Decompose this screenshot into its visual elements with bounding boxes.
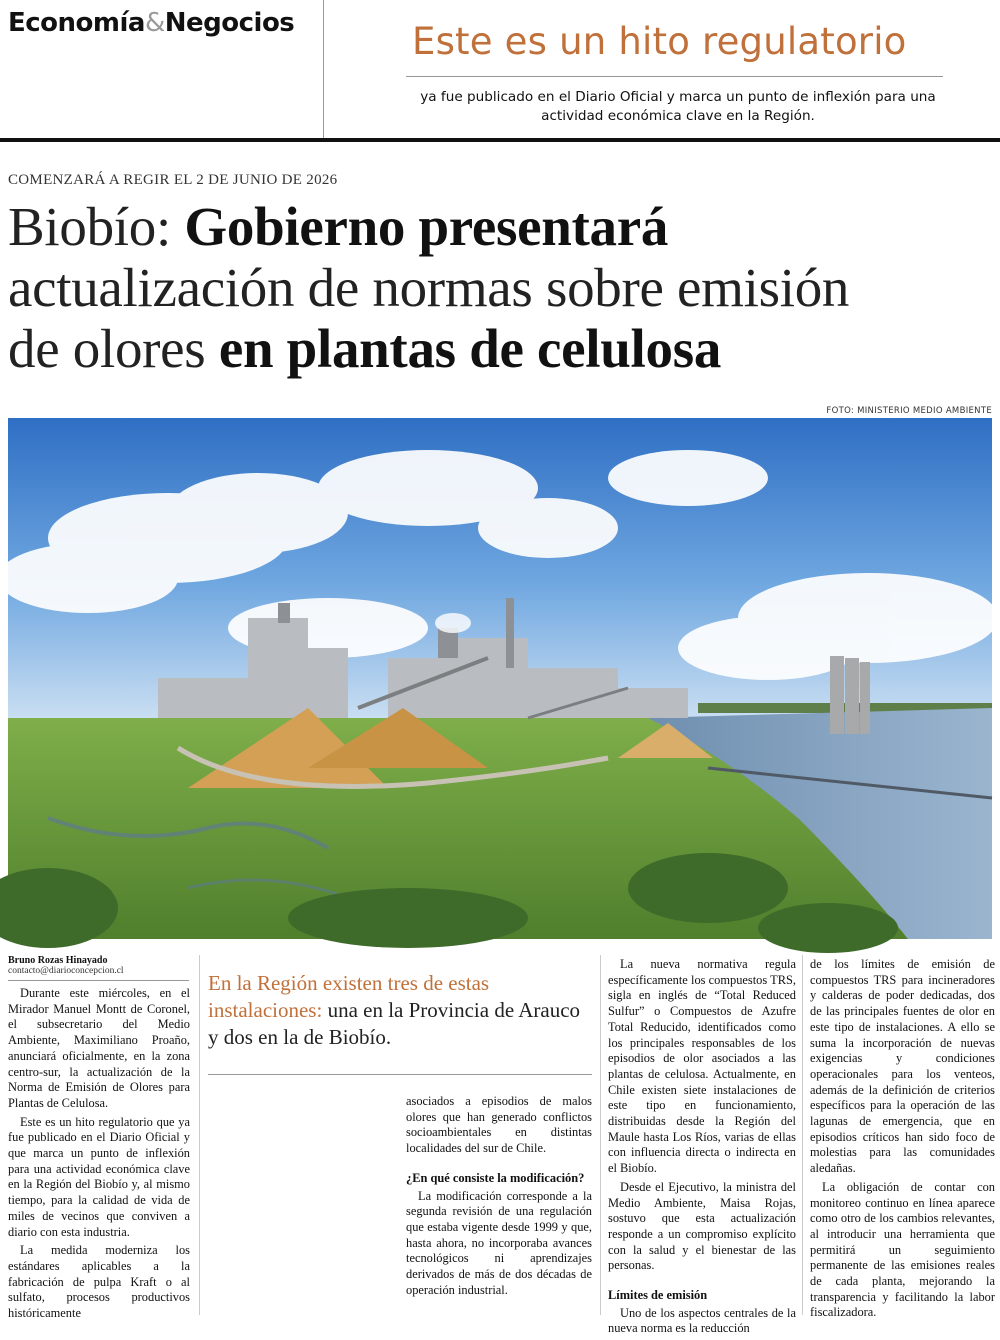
article-photo xyxy=(8,418,992,939)
pulp-mill-illustration xyxy=(8,418,992,939)
article-overline: COMENZARÁ A REGIR EL 2 DE JUNIO DE 2026 xyxy=(8,172,338,188)
pull-quote-divider xyxy=(208,1074,592,1075)
headline-line-2: actualización de normas sobre emisión xyxy=(8,257,850,318)
header-bottom-rule xyxy=(0,138,1000,142)
headline-l3-regular: de olores xyxy=(8,318,219,379)
section-title-part1: Economía xyxy=(8,8,145,38)
headline-line-1 xyxy=(8,196,998,257)
header-vertical-divider xyxy=(323,0,324,138)
article-column-3 xyxy=(406,1094,592,1301)
article-column-4 xyxy=(608,957,796,1340)
body-paragraph: La medida moderniza los estándares aplicables a la fabricación de pulpa Kraft o al sulfato, procesos productivos históricamente xyxy=(8,1243,190,1321)
subheading-modificacion: ¿En qué consiste la modificación? xyxy=(406,1170,585,1185)
pull-quote-rest: una en la Provincia de Arauco y dos en la de Biobío. xyxy=(208,998,581,1049)
body-paragraph: de los límites de emisión de compuestos TRS para incineradores y calderas de poder dedicadas, dos de las principales fuentes de olor en este tipo de instalaciones. A ello se suma la incorporación de nuevas exigencias y condiciones operacionales para los venteos, además de la definición de criterios específicos para la operación de las lagunas de emergencia, que en episodios críticos han sido foco de molestias para las comunidades aledañas. xyxy=(810,957,995,1176)
section-title xyxy=(8,8,294,38)
body-paragraph: La obligación de contar con monitoreo continuo en línea aparece como otro de los cambios relevantes, al introducir una herramienta que permitirá un seguimiento permanente de las emisiones reales de cada planta, mejorando la transparencia y facilitando la labor fiscalizadora. xyxy=(810,1179,995,1320)
byline-email: contacto@diarioconcepcion.cl xyxy=(8,966,124,976)
article-column-5 xyxy=(810,957,995,1324)
column-divider xyxy=(802,955,803,1315)
header-quote: Este es un hito regulatorio xyxy=(412,20,907,63)
body-paragraph: Desde el Ejecutivo, la ministra del Medio Ambiente, Maisa Rojas, sostuvo que esta actualización responde a un compromiso explícito con la salud y el bienestar de las personas. xyxy=(608,1179,796,1273)
body-paragraph: La nueva normativa regula específicamente los compuestos TRS, sigla en inglés de “Total Reduced Sulfur” o Compuestos de Azufre Total Reducido, identificados como los principales responsables de los episodios de olor asociados a las plantas de celulosa. Actualmente, en Chile existen siete instalaciones de este tipo en funcionamiento, distribuidas desde la Región del Maule hasta Los Ríos, varias de ellas con influencia directa o indirecta en el Biobío. xyxy=(608,957,796,1176)
body-paragraph: Durante este miércoles, en el Mirador Manuel Montt de Coronel, el subsecretario del Medio Ambiente, Maximiliano Proaño, anunciará oficialmente, en la zona centro-sur, la actualización de la Norma de Emisión de Olores para Plantas de Celulosa. xyxy=(8,986,190,1110)
column-divider xyxy=(600,955,601,1315)
column-divider xyxy=(199,955,200,1315)
section-title-part2: Negocios xyxy=(164,8,295,38)
header-quote-divider xyxy=(406,76,943,77)
byline-divider xyxy=(8,980,189,981)
pull-quote-accent: En la Región existen tres de estas instalaciones: xyxy=(208,971,490,1022)
body-paragraph: Este es un hito regulatorio que ya fue publicado en el Diario Oficial y que marca un punto de inflexión para una actividad económica clave en la Región del Biobío y, al mismo tiempo, para la calidad de vida de miles de vecinos que conviven a diario con esta industria. xyxy=(8,1114,190,1239)
headline-l1-regular: Biobío: xyxy=(8,196,185,257)
body-paragraph: La modificación corresponde a la segunda revisión de una regulación que estaba vigente desde 1999 y que, hasta ahora, no incorporaba avances tecnológicos ni aprendizajes derivados de más de dos décadas de operación industrial. xyxy=(406,1188,592,1297)
headline-l3-bold: en plantas de celulosa xyxy=(218,318,722,379)
article-column-1 xyxy=(8,986,190,1325)
photo-credit: FOTO: MINISTERIO MEDIO AMBIENTE xyxy=(826,406,992,416)
headline-line-3 xyxy=(8,318,998,379)
subheading-limites: Límites de emisión xyxy=(608,1288,708,1303)
headline-l1-bold: Gobierno presentará xyxy=(184,196,669,257)
byline-author: Bruno Rozas Hinayado xyxy=(8,955,108,966)
body-paragraph: asociados a episodios de malos olores que han generado conflictos socioambientales en distintas localidades del sur de Chile. xyxy=(406,1094,592,1156)
header-quote-subtext: ya fue publicado en el Diario Oficial y marca un punto de inflexión para una actividad económica clave en la Región. xyxy=(420,89,936,124)
pull-quote xyxy=(208,970,592,1051)
body-paragraph: Uno de los aspectos centrales de la nueva norma es la reducción xyxy=(608,1305,796,1336)
section-title-ampersand: & xyxy=(144,8,165,38)
article-headline xyxy=(8,196,998,379)
